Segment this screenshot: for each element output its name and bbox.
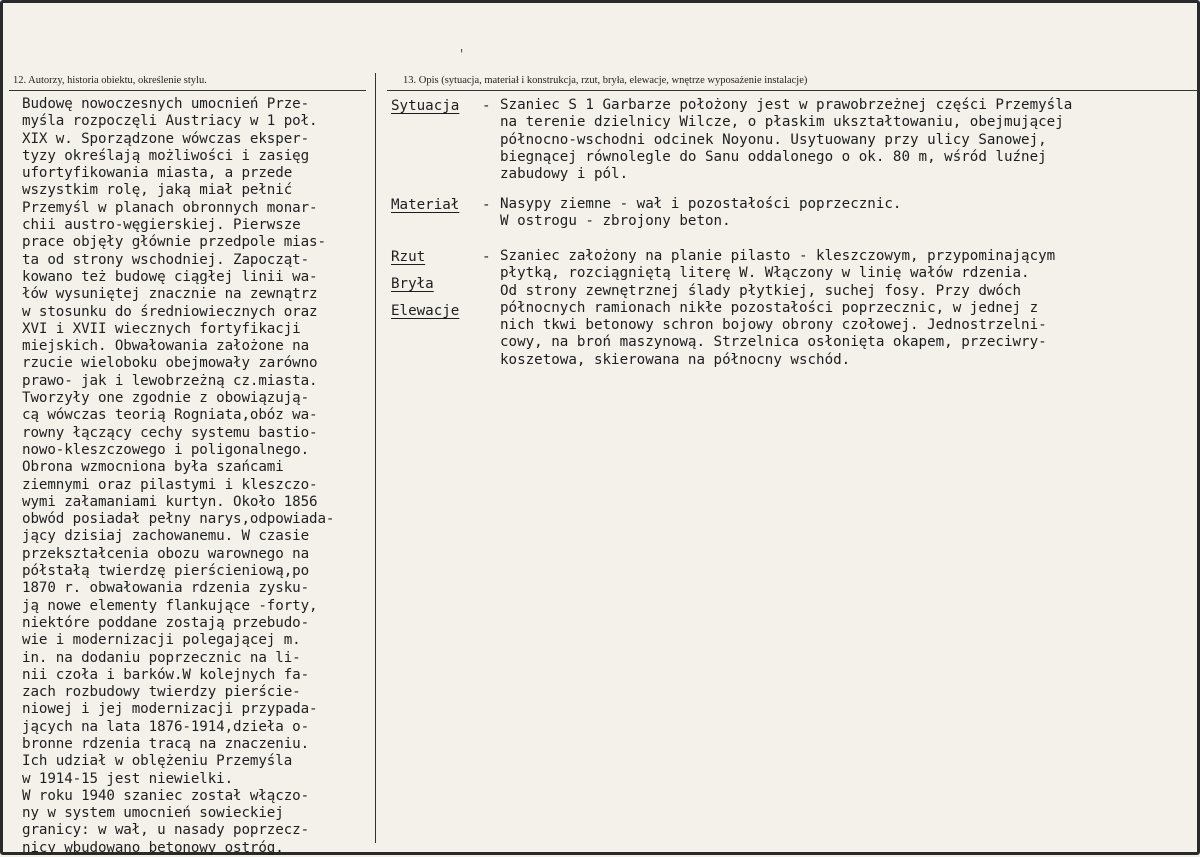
- history-line: rzucie wieloboku obejmowały zarówno: [22, 355, 318, 372]
- history-line: nii czoła i barków.W kolejnych fa-: [22, 666, 310, 683]
- sytuacja-line: Szaniec S 1 Garbarze położony jest w prawobrzeżnej części Przemyśla: [500, 97, 1073, 113]
- history-line: miejskich. Obwałowania założone na: [22, 338, 310, 355]
- history-line: W roku 1940 szaniec został włączo-: [22, 787, 310, 804]
- section-12-header: 12. Autorzy, historia obiektu, określenie stylu.: [13, 75, 207, 86]
- rzut-line: północnych ramionach nikłe pozostałości poprzecznic, w jednej z: [500, 299, 1039, 316]
- history-line: bronne rdzenia tracą na znaczeniu.: [22, 735, 310, 752]
- history-line: zach rozbudowy twierdzy pierście-: [22, 684, 301, 701]
- rzut-line: cowy, na broń maszynową. Strzelnica osłonięta okapem, przeciwry-: [500, 334, 1047, 351]
- history-line: niektóre poddane zostają przebudo-: [22, 614, 310, 631]
- history-line: łów wysuniętej znacznie na zewnątrz: [22, 286, 318, 303]
- header-rule-right: [387, 90, 1200, 91]
- sytuacja-label: Sytuacja: [391, 98, 460, 114]
- material-dash: -: [482, 197, 491, 213]
- rzut-line: koszetowa, skierowana na północny wschód.: [500, 351, 851, 368]
- history-line: nicy wbudowano betonowy ostróg.: [22, 839, 284, 856]
- sytuacja-text: [500, 97, 1180, 183]
- rzut-label: Rzut: [391, 249, 426, 265]
- history-line: ta od strony wschodniej. Zapocząt-: [22, 251, 310, 268]
- sytuacja-line: północno-wschodni odcinek Noyonu. Usytuowany przy ulicy Sanowej,: [500, 131, 1047, 148]
- sytuacja-dash: -: [482, 98, 491, 114]
- history-line: XIX w. Sporządzone wówczas eksper-: [22, 130, 310, 147]
- rzut-line: płytką, rozciągniętą literę W. Włączony w linię wałów rdzenia.: [500, 265, 1030, 282]
- material-text: [500, 196, 1180, 231]
- history-line: przekształcenia obozu warownego na: [22, 545, 310, 562]
- history-line: Obrona wzmocniona była szańcami: [22, 459, 284, 476]
- history-line: prawo- jak i lewobrzeżną cz.miasta.: [22, 372, 318, 389]
- history-line: granicy: w wał, u nasady poprzecz-: [22, 822, 310, 839]
- history-line: ufortyfikowania miasta, a przede: [22, 165, 293, 182]
- history-line: Budowę nowoczesnych umocnień Prze-: [22, 96, 310, 112]
- history-line: wszystkim rolę, jaką miał pełnić: [22, 182, 293, 199]
- history-line: ją nowe elementy flankujące -forty,: [22, 597, 318, 614]
- rzut-line: Szaniec założony na planie pilasto - kleszczowym, przypominającym: [500, 248, 1056, 264]
- history-line: obwód posiadał pełny narys,odpowiada-: [22, 511, 335, 528]
- history-line: jących na lata 1876-1914,dzieła o-: [22, 718, 310, 735]
- history-line: jący dzisiaj zachowanemu. W czasie: [22, 528, 310, 545]
- history-line: tyzy określają możliwości i zasięg: [22, 147, 310, 164]
- history-line: Ich udział w oblężeniu Przemyśla: [22, 753, 293, 770]
- history-line: cą wówczas teorią Rogniata,obóz wa-: [22, 407, 318, 424]
- history-line: kowano też budowę ciągłej linii wa-: [22, 268, 318, 285]
- history-line: wie i modernizacji polegającej m.: [22, 632, 301, 649]
- history-line: Przemyśl w planach obronnych monar-: [22, 199, 318, 216]
- history-line: myśla rozpoczęli Austriacy w 1 poł.: [22, 113, 318, 130]
- history-line: Tworzyły one zgodnie z obowiązują-: [22, 390, 310, 407]
- history-line: in. na dodaniu poprzecznic na li-: [22, 649, 301, 666]
- history-line: XVI i XVII wiecznych fortyfikacji: [22, 320, 301, 337]
- history-line: 1870 r. obwałowania rdzenia zysku-: [22, 580, 310, 597]
- material-label: Materiał: [391, 197, 460, 213]
- elewacje-label: Elewacje: [391, 303, 460, 319]
- rzut-line: nich tkwi betonowy schron bojowy obrony czołowej. Jednostrzelni-: [500, 317, 1047, 334]
- stray-mark: ': [458, 47, 466, 61]
- bryla-label: Bryła: [391, 276, 434, 292]
- history-line: nowo-kleszczowego i poligonalnego.: [22, 441, 310, 458]
- rzut-labels: [391, 248, 459, 329]
- history-line: ziemnymi oraz pilastymi i kleszczo-: [22, 476, 318, 493]
- rzut-text: [500, 248, 1180, 369]
- history-text: [22, 96, 374, 857]
- rzut-line: Od strony zewnętrznej ślady płytkiej, suchej fosy. Przy dwóch: [500, 282, 1022, 299]
- history-line: prace objęły głównie przedpole mias-: [22, 234, 326, 251]
- history-line: w 1914-15 jest niewielki.: [22, 770, 234, 787]
- sytuacja-line: biegnącej równolegle do Sanu oddalonego o ok. 80 m, wśród luźnej: [500, 148, 1047, 165]
- history-line: wymi załamaniami kurtyn. Około 1856: [22, 493, 318, 510]
- column-divider: [375, 73, 376, 843]
- section-13-header: 13. Opis (sytuacja, materiał i konstrukcja, rzut, bryła, elewacje, wnętrze wyposażenie instalacje): [403, 75, 808, 86]
- history-line: chii austro-węgierskiej. Pierwsze: [22, 217, 301, 234]
- history-line: ny w system umocnień sowieckiej: [22, 805, 284, 822]
- history-line: w stosunku do średniowiecznych oraz: [22, 303, 318, 320]
- history-line: niowej i jej modernizacji przypada-: [22, 701, 318, 718]
- history-line: półstałą twierdzę pierścieniową,po: [22, 563, 310, 580]
- header-rule-left: [9, 90, 366, 91]
- rzut-dash: -: [482, 249, 491, 265]
- sytuacja-line: zabudowy i pól.: [500, 166, 629, 183]
- sytuacja-line: na terenie dzielnicy Wilcze, o płaskim ukształtowaniu, obejmującej: [500, 114, 1064, 131]
- material-line: W ostrogu - zbrojony beton.: [500, 213, 731, 230]
- history-line: rowny łączący cechy systemu bastio-: [22, 424, 318, 441]
- material-line: Nasypy ziemne - wał i pozostałości poprzecznic.: [500, 196, 902, 212]
